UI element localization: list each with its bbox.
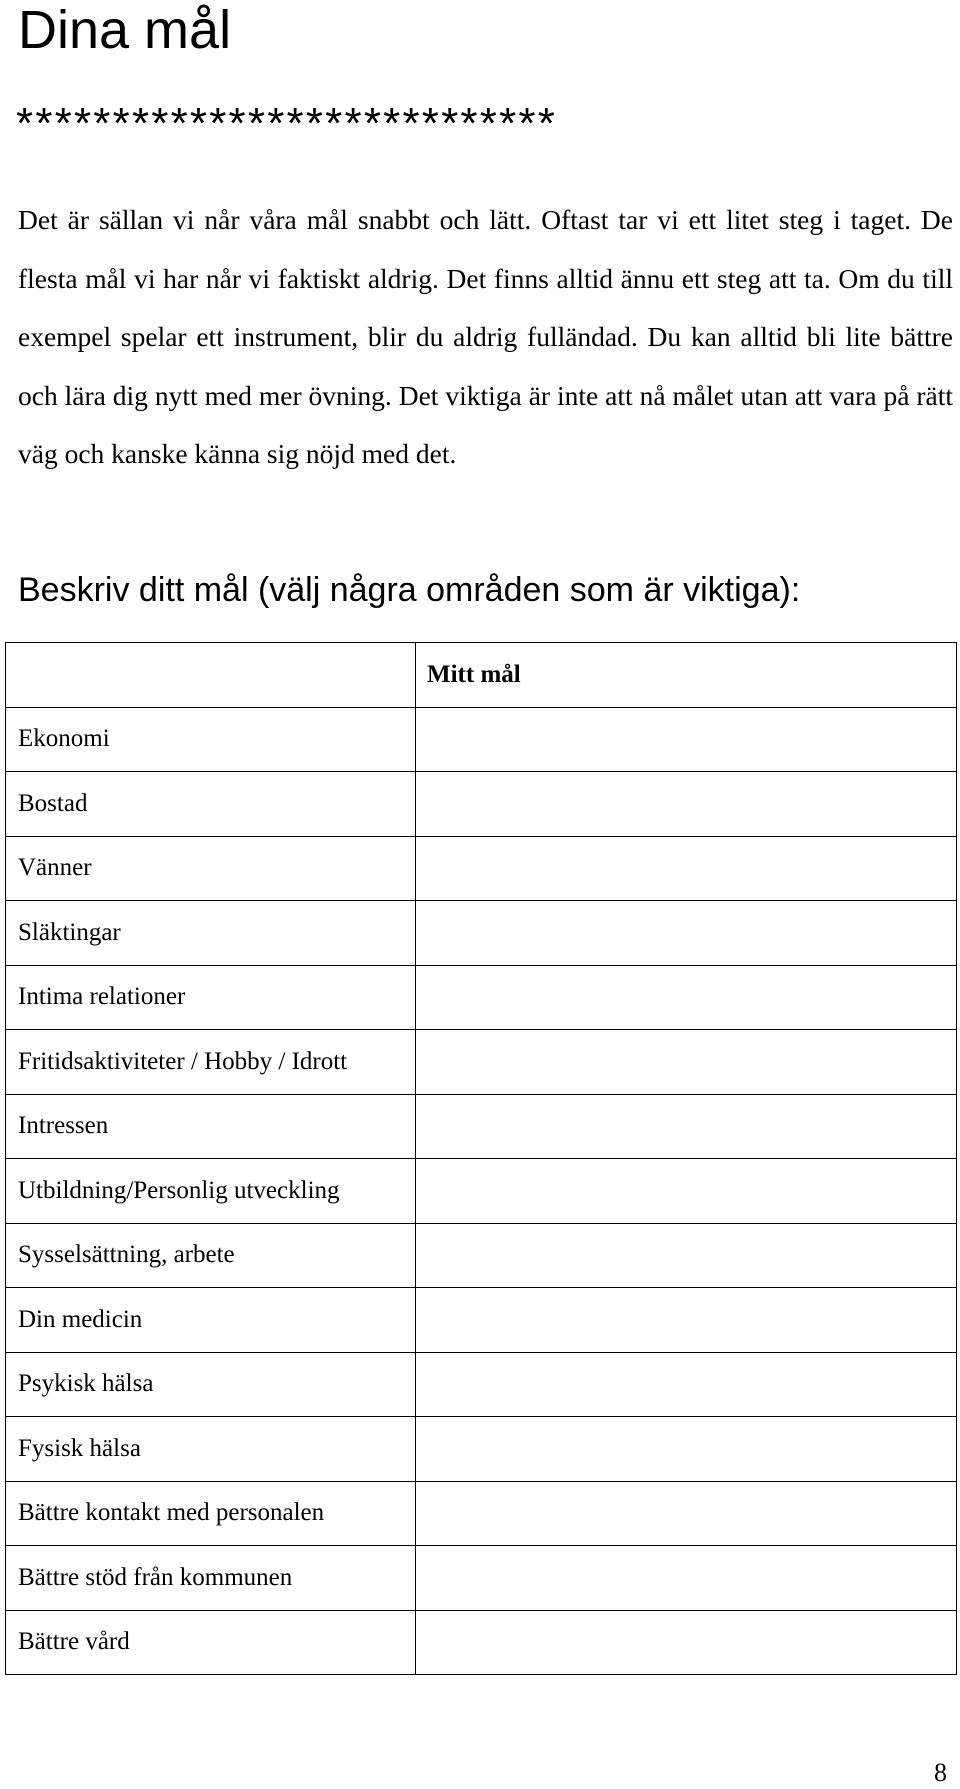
area-label: Fritidsaktiviteter / Hobby / Idrott bbox=[6, 1030, 416, 1095]
area-label: Vänner bbox=[6, 836, 416, 901]
goal-cell[interactable] bbox=[416, 1159, 957, 1224]
goal-cell[interactable] bbox=[416, 1030, 957, 1095]
table-header-row bbox=[6, 643, 957, 708]
table-row bbox=[6, 1481, 957, 1546]
table-row bbox=[6, 836, 957, 901]
goal-cell[interactable] bbox=[416, 772, 957, 837]
table-row bbox=[6, 965, 957, 1030]
table-row bbox=[6, 1223, 957, 1288]
goal-cell[interactable] bbox=[416, 707, 957, 772]
goal-cell[interactable] bbox=[416, 1352, 957, 1417]
table-row bbox=[6, 1610, 957, 1675]
section-heading: Beskriv ditt mål (välj några områden som är viktiga): bbox=[18, 571, 801, 609]
area-label: Släktingar bbox=[6, 901, 416, 966]
area-label: Bättre stöd från kommunen bbox=[6, 1546, 416, 1611]
goal-cell[interactable] bbox=[416, 836, 957, 901]
table-row bbox=[6, 1352, 957, 1417]
header-goal-cell: Mitt mål bbox=[416, 643, 957, 708]
page-title: Dina mål bbox=[18, 0, 232, 60]
intro-paragraph: Det är sällan vi når våra mål snabbt och lätt. Oftast tar vi ett litet steg i taget. De flesta mål vi har når vi faktiskt aldrig. Det finns alltid ännu ett steg att ta. Om du till exempel spelar ett instrument, blir du aldrig fulländad. Du kan alltid bli lite bättre och lära dig nytt med mer övning. Det viktiga är inte att nå målet utan att vara på rätt väg och kanske känna sig nöjd med det. bbox=[18, 204, 953, 469]
area-label: Utbildning/Personlig utveckling bbox=[6, 1159, 416, 1224]
area-label: Psykisk hälsa bbox=[6, 1352, 416, 1417]
table-row bbox=[6, 901, 957, 966]
area-label: Intima relationer bbox=[6, 965, 416, 1030]
goals-table bbox=[5, 642, 957, 1675]
goal-cell[interactable] bbox=[416, 965, 957, 1030]
table-row bbox=[6, 1546, 957, 1611]
goal-cell[interactable] bbox=[416, 1546, 957, 1611]
header-area-cell bbox=[6, 643, 416, 708]
goal-cell[interactable] bbox=[416, 901, 957, 966]
table-row bbox=[6, 1288, 957, 1353]
goal-cell[interactable] bbox=[416, 1223, 957, 1288]
decorative-star-divider: **************************** bbox=[16, 99, 558, 148]
table-row bbox=[6, 1030, 957, 1095]
area-label: Bättre vård bbox=[6, 1610, 416, 1675]
goal-cell[interactable] bbox=[416, 1094, 957, 1159]
goal-cell[interactable] bbox=[416, 1610, 957, 1675]
goal-cell[interactable] bbox=[416, 1481, 957, 1546]
area-label: Bättre kontakt med personalen bbox=[6, 1481, 416, 1546]
table-row bbox=[6, 1094, 957, 1159]
goal-cell[interactable] bbox=[416, 1417, 957, 1482]
area-label: Ekonomi bbox=[6, 707, 416, 772]
page-number: 8 bbox=[934, 1758, 947, 1787]
area-label: Sysselsättning, arbete bbox=[6, 1223, 416, 1288]
area-label: Intressen bbox=[6, 1094, 416, 1159]
table-row bbox=[6, 772, 957, 837]
goal-cell[interactable] bbox=[416, 1288, 957, 1353]
area-label: Fysisk hälsa bbox=[6, 1417, 416, 1482]
table-row bbox=[6, 707, 957, 772]
area-label: Bostad bbox=[6, 772, 416, 837]
table-row bbox=[6, 1159, 957, 1224]
area-label: Din medicin bbox=[6, 1288, 416, 1353]
table-row bbox=[6, 1417, 957, 1482]
